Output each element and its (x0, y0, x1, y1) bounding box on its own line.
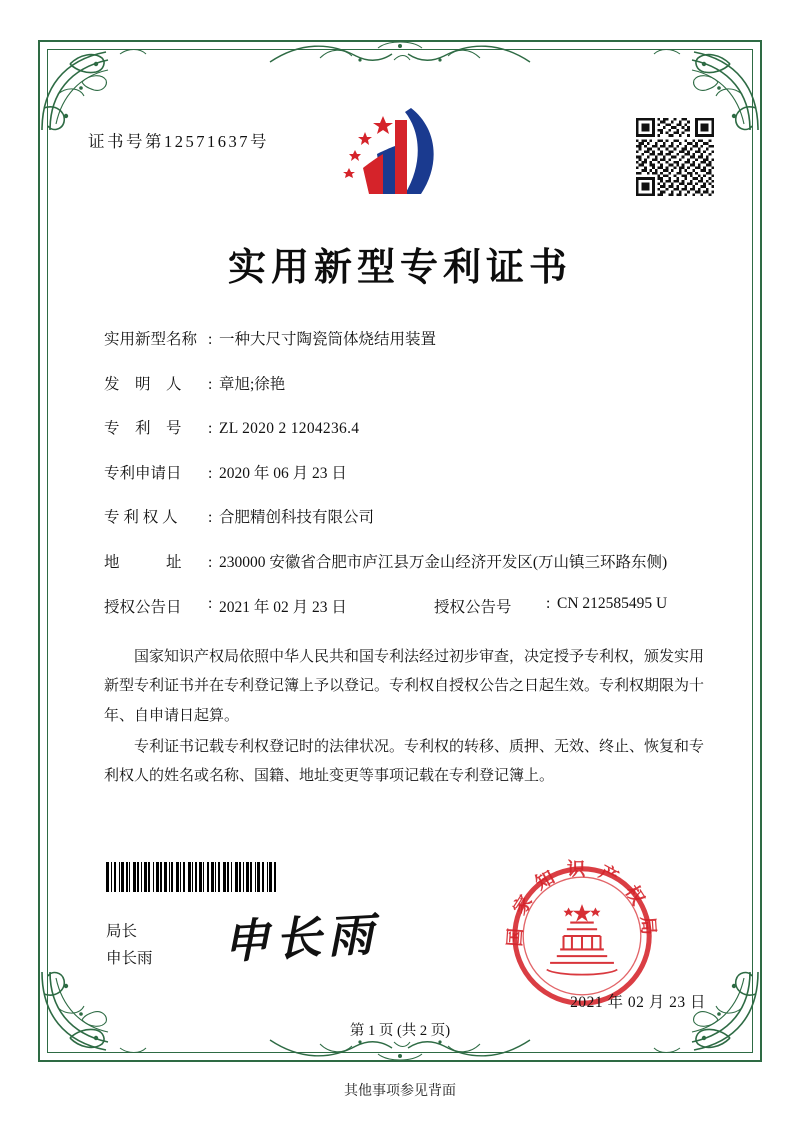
signature-name-label: 申长雨 (106, 950, 153, 968)
footnote: 其他事项参见背面 (344, 1084, 456, 1099)
legal-paragraph-1: 国家知识产权局依照中华人民共和国专利法经过初步审查，决定授予专利权，颁发实用新型专利证书并在专利登记簿上予以登记。专利权自授权公告之日起生效。专利权期限为十年、自申请日起算。 (104, 649, 705, 724)
field-label-patentee: 专 利 权 人 (104, 509, 178, 527)
qr-code-icon (636, 118, 714, 196)
field-value-patent-number: ZL 2020 2 1204236.4 (219, 420, 360, 438)
field-label-announcement-number: 授权公告号 (434, 599, 512, 617)
field-colon: : (546, 595, 551, 613)
field-label-announcement-date: 授权公告日 (104, 599, 182, 617)
field-colon: : (208, 420, 213, 438)
field-row-patentee (104, 506, 706, 530)
field-group-announcement-date (104, 595, 434, 617)
legal-paragraphs (104, 643, 704, 793)
certificate-number: 证书号第12571637号 (88, 132, 269, 151)
cnipa-logo-icon (325, 102, 475, 210)
certificate-content (38, 40, 762, 1062)
field-row-inventor (104, 373, 706, 397)
field-value-application-date: 2020 年 06 月 23 日 (219, 464, 347, 482)
field-label-application-date: 专利申请日 (104, 464, 182, 482)
field-row-application-date (104, 462, 706, 486)
field-label-address: 地 址 (104, 553, 182, 571)
field-row-announcement (104, 595, 706, 617)
handwritten-signature: 申长雨 (221, 906, 381, 970)
field-value-announcement-date: 2021 年 02 月 23 日 (219, 599, 347, 617)
svg-text:国家知识产权局: 国家知识产权局 (504, 859, 660, 948)
page-title: 实用新型专利证书 (227, 244, 572, 289)
field-colon: : (208, 375, 213, 393)
field-value-announcement-number: CN 212585495 U (557, 595, 668, 613)
field-value-patentee: 合肥精创科技有限公司 (219, 509, 375, 527)
field-value-inventor: 章旭;徐艳 (219, 375, 286, 393)
field-row-patent-number (104, 417, 706, 441)
field-colon: : (208, 595, 213, 613)
page-indicator: 第 1 页 (共 2 页) (349, 1023, 451, 1039)
barcode (106, 862, 318, 892)
signature-block (106, 918, 153, 972)
field-colon: : (208, 553, 213, 571)
certificate-fields (104, 328, 706, 637)
field-value-utility-model-name: 一种大尺寸陶瓷筒体烧结用装置 (219, 331, 437, 348)
field-colon: : (208, 464, 213, 482)
field-value-address: 230000 安徽省合肥市庐江县万金山经济开发区(万山镇三环路东侧) (219, 553, 668, 571)
signature-title-label: 局长 (106, 923, 138, 940)
field-label-inventor: 发 明 人 (104, 375, 182, 393)
legal-paragraph-2: 专利证书记载专利权登记时的法律状况。专利权的转移、质押、无效、终止、恢复和专利权人的姓名或名称、国籍、地址变更等事项记载在专利登记簿上。 (104, 738, 705, 784)
field-label-utility-model-name: 实用新型名称 (104, 331, 198, 348)
patent-certificate (38, 40, 762, 1062)
seal-date: 2021 年 02 月 23 日 (570, 994, 706, 1011)
field-label-patent-number: 专 利 号 (104, 420, 182, 438)
field-row-address (104, 551, 706, 575)
field-colon: : (208, 509, 213, 527)
field-group-announcement-number (434, 595, 706, 617)
field-row-utility-model-name (104, 328, 706, 352)
field-colon: : (208, 331, 213, 348)
